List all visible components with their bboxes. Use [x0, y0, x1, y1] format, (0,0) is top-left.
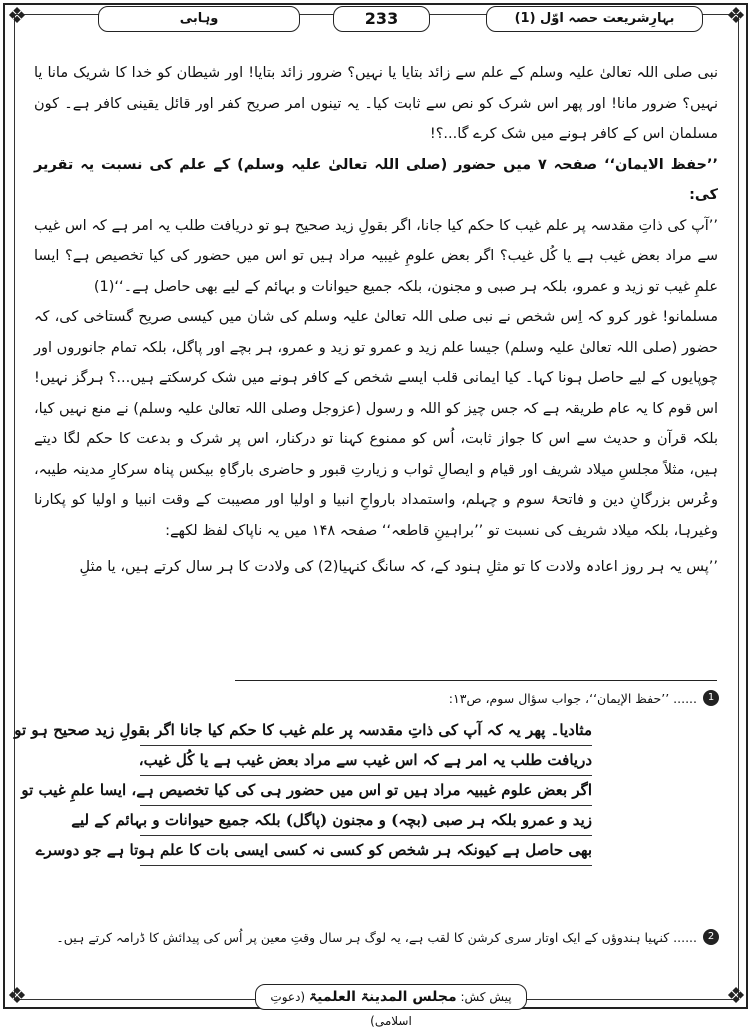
footnote-text: ...... کنہیا ہندوؤں کے ایک اوتار سری کرشن کا لقب ہے، یہ لوگ ہر سال وقتِ معین پر اُس کی پیدائش کا ڈرامہ کرتے ہیں۔	[56, 929, 697, 945]
footnote-text: ...... ’’حفظ الإیمان‘‘، جواب سؤال سوم، ص۱۳:	[448, 690, 697, 706]
scan-line: مثادیا۔ پھر یہ کہ آپ کی ذاتِ مقدسہ پر علم غیب کا حکم کیا جانا اگر بقولِ زید صحیح ہو تو	[140, 716, 592, 746]
footnote-1	[449, 690, 719, 706]
quote-paragraph: ’’پس یہ ہر روز اعادہ ولادت کا تو مثلِ ہنود کے، کہ سانگ کنہیا(2) کی ولادت کا ہر سال کرتے ہیں، یا مثلِ	[79, 559, 718, 575]
scanned-excerpt	[14, 716, 592, 921]
scan-line: زید و عمرو بلکہ ہر صبی (بچہ) و مجنون (پاگل) بلکہ جمیع حیوانات و بہائم کے لیے	[140, 806, 592, 836]
main-text	[34, 58, 718, 583]
section-title: وہابی	[98, 6, 300, 32]
corner-ornament-icon: ❖	[7, 984, 27, 1009]
scan-line: اگر بعض علوم غیبیہ مراد ہیں تو اس میں حضور ہی کی کیا تخصیص ہے، ایسا علمِ غیب تو	[140, 776, 592, 806]
scan-line: دریافت طلب یہ امر ہے کہ اس غیب سے مراد بعض غیب ہے یا کُل غیب،	[140, 746, 592, 776]
corner-ornament-icon: ❖	[7, 4, 27, 29]
footer-prefix: پیش کش:	[460, 990, 512, 1004]
page-number: 233	[333, 6, 430, 32]
corner-ornament-icon: ❖	[726, 984, 746, 1009]
scan-line: بھی حاصل ہے کیونکہ ہر شخص کو کسی نہ کسی ایسی بات کا علم ہوتا ہے جو دوسرے	[140, 836, 592, 866]
paragraph-heading: ’’حفظ الایمان‘‘ صفحہ ۷ میں حضور (صلی اللہ تعالیٰ علیہ وسلم) کے علم کی نسبت یہ تقریر کی:	[34, 156, 718, 203]
paragraph: مسلمانو! غور کرو کہ اِس شخص نے نبی صلی اللہ تعالیٰ علیہ وسلم کی شان میں کیسی صریح گستاخی کی، کہ حضور (صلی اللہ تعالیٰ علیہ وسلم) جیسا علم زید و عمرو تو زید و عمرو، ہر بچے اور پاگل، بلکہ تمام جانوروں اور چوپایوں کے لیے حاصل ہونا کہا۔ کیا ایمانی قلب ایسے شخص کے کافر ہونے میں شک کرسکتے ہیں...؟ ہرگز نہیں! اس قوم کا یہ عام طریقہ ہے کہ جس چیز کو اللہ و رسول (عزوجل وصلی اللہ تعالیٰ علیہ وسلم) نے منع نہیں کیا، بلکہ قرآن و حدیث سے اس کا جواز ثابت، اُس کو ممنوع کہنا تو درکنار، اس پر شرک و بدعت کا حکم لگا دیتے ہیں، مثلاً مجلسِ میلاد شریف اور قیام و ایصالِ ثواب و زیارتِ قبور و حاضری بارگاہِ بیکس پناہ سرکارِ مدینہ طیبہ، وعُرس بزرگانِ دین و فاتحۂ سوم و چہلم، واستمداد بارواحِ انبیا و اولیا اور مصیبت کے وقت انبیا و اولیا کو پکارنا وغیرہا، بلکہ میلاد شریف کی نسبت تو ’’براہینِ قاطعہ‘‘ صفحہ ۱۴۸ میں یہ ناپاک لفظ لکھے:	[34, 309, 718, 539]
book-title: بہارِشریعت حصہ اوّل (1)	[486, 6, 703, 32]
footer-note: (دعوتِ اسلامی)	[270, 990, 412, 1028]
quote-paragraph: ’’آپ کی ذاتِ مقدسہ پر علم غیب کا حکم کیا جانا، اگر بقولِ زید صحیح ہو تو دریافت طلب یہ امر ہے کہ اس غیب سے مراد بعض غیب ہے یا کُل غیب؟ اگر بعض علومِ غیبیہ مراد ہیں تو اس میں حضور کی کیا تخصیص ہے؟ ایسا علمِ غیب تو زید و عمرو، بلکہ ہر صبی و مجنون، بلکہ جمیع حیوانات و بہائم کے لیے بھی حاصل ہے۔‘‘(1)	[34, 217, 718, 295]
footnote-separator	[235, 680, 717, 681]
footnote-number: 2	[703, 929, 719, 945]
page-header	[20, 6, 733, 32]
page-footer	[255, 984, 527, 1028]
footer-org: مجلس المدینۃ العلمیۃ	[308, 989, 457, 1005]
footnote-number: 1	[703, 690, 719, 706]
paragraph: نبی صلی اللہ تعالیٰ علیہ وسلم کے علم سے زائد بتایا یا نہیں؟ ضرور زائد بتایا! اور شیطان کو خدا کا شریک مانا یا نہیں؟ ضرور مانا! اور پھر اس شرک کو نص سے ثابت کیا۔ یہ تینوں امر صریح کفر اور قائل یقینی کافر ہے۔ کون مسلمان اس کے کافر ہونے میں شک کرے گا...؟!	[34, 65, 718, 142]
corner-ornament-icon: ❖	[726, 4, 746, 29]
footnote-2	[56, 929, 719, 945]
